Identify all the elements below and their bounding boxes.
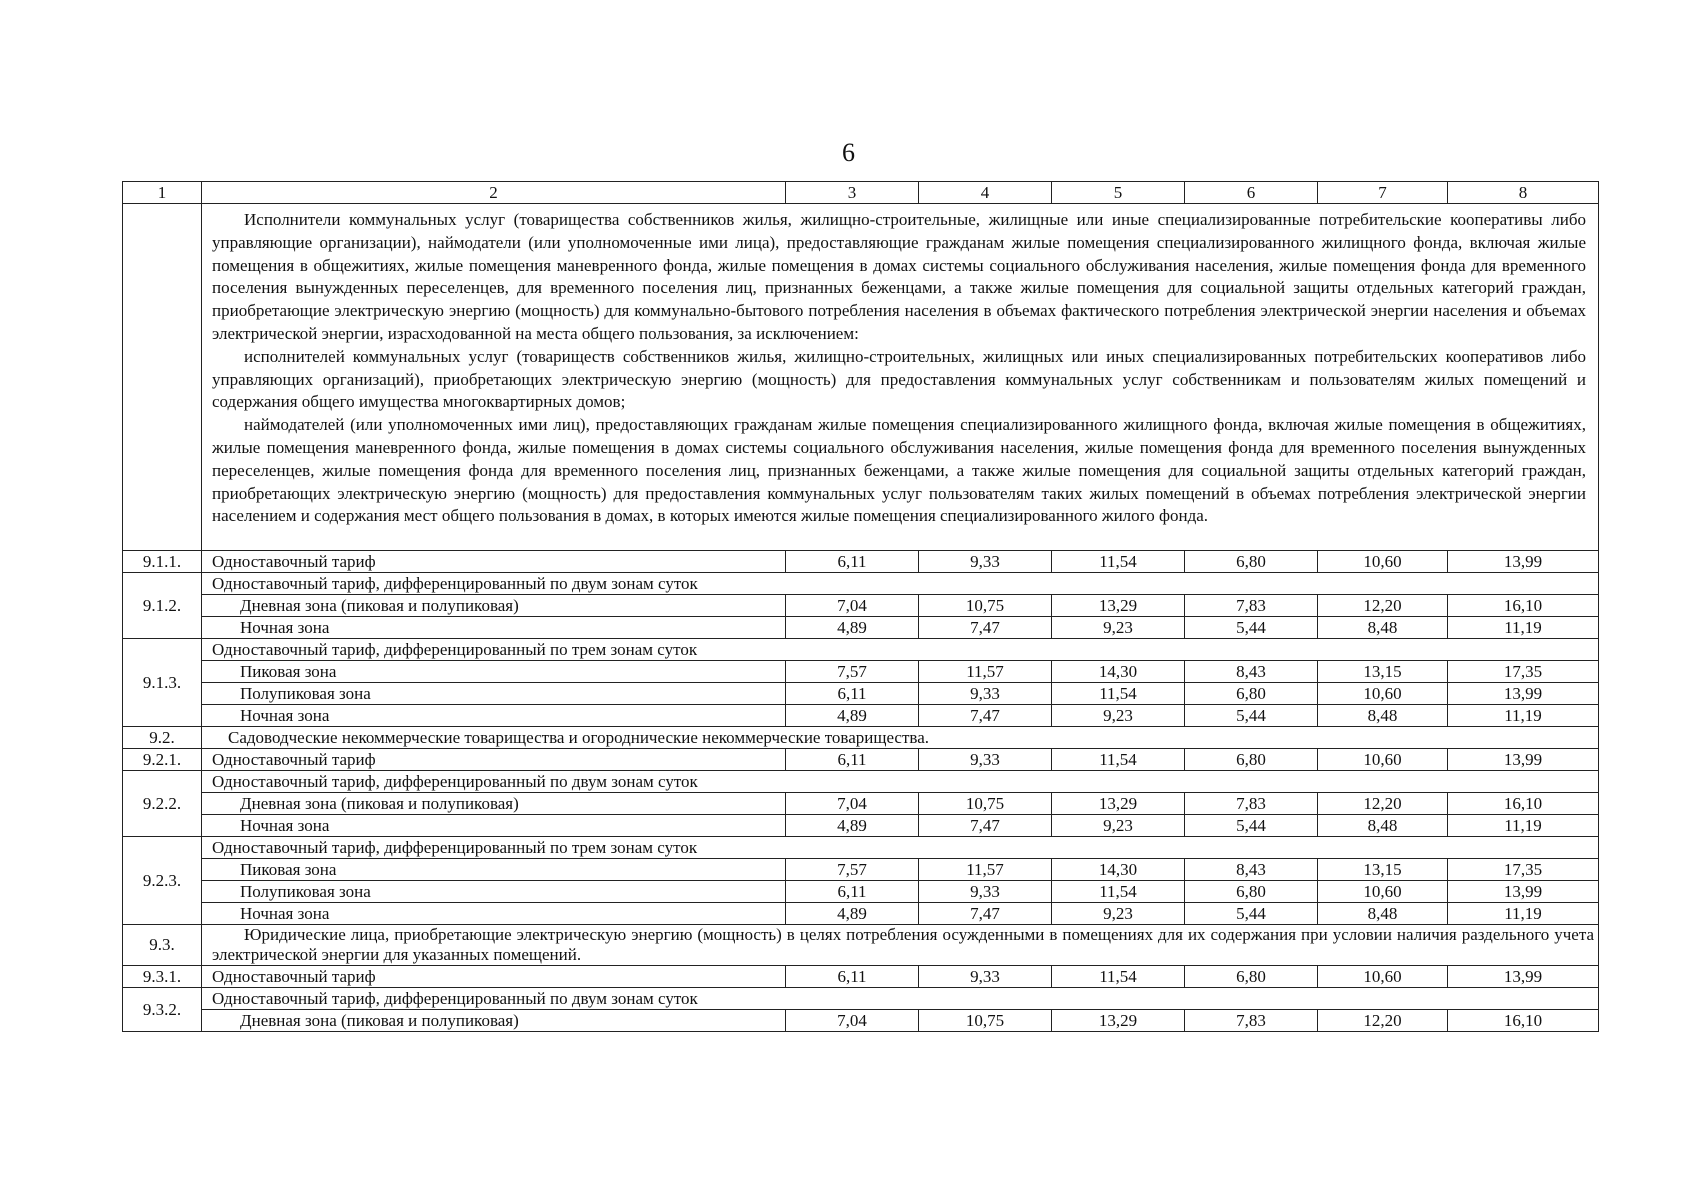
value-cell: 7,47 [919,815,1052,837]
value-cell: 5,44 [1185,903,1318,925]
value-cell: 6,11 [786,683,919,705]
value-cell: 10,60 [1318,966,1448,988]
empty-cell [123,204,202,551]
row-label: Ночная зона [202,617,786,639]
intro-paragraph: Исполнители коммунальных услуг (товарищества собственников жилья, жилищно-строительные, жилищные или иные специализированные потребительские кооперативы либо управляющие организации), наймодатели (или уполномоченные ими лица), предоставляющие гражданам жилые помещения специализированного жилищного фонда, включая жилые помещения в общежитиях, жилые помещения маневренного фонда, жилые помещения в домах системы социального обслуживания населения, жилые помещения фонда для временного поселения вынужденных переселенцев, для временного поселения лиц, признанных беженцами, а также жилые помещения для социальной защиты отдельных категорий граждан, приобретающие электрическую энергию (мощность) для коммунально-бытового потребления населения в объемах фактического потребления электрической энергии населения и объемах электрической энергии, израсходованной на места общего пользования, за исключением: [212,210,1586,343]
table-row [123,1010,1599,1032]
value-cell: 16,10 [1448,1010,1599,1032]
value-cell: 10,60 [1318,749,1448,771]
tariff-table [122,181,1599,1032]
row-code: 9.2.2. [123,771,202,837]
value-cell: 13,29 [1052,793,1185,815]
table-row [123,793,1599,815]
value-cell: 16,10 [1448,595,1599,617]
value-cell: 7,57 [786,661,919,683]
value-cell: 6,11 [786,749,919,771]
value-cell: 11,54 [1052,551,1185,573]
row-label: Одноставочный тариф, дифференцированный по трем зонам суток [202,837,1599,859]
value-cell: 6,80 [1185,881,1318,903]
value-cell: 9,33 [919,749,1052,771]
category-title: Садоводческие некоммерческие товарищества и огороднические некоммерческие товарищества. [202,727,1599,749]
row-label: Одноставочный тариф [202,749,786,771]
value-cell: 10,75 [919,1010,1052,1032]
value-cell: 10,60 [1318,683,1448,705]
value-cell: 13,29 [1052,1010,1185,1032]
value-cell: 9,33 [919,683,1052,705]
value-cell: 16,10 [1448,793,1599,815]
category-row [123,727,1599,749]
row-label: Дневная зона (пиковая и полупиковая) [202,595,786,617]
row-label: Пиковая зона [202,859,786,881]
value-cell: 8,48 [1318,903,1448,925]
row-label: Одноставочный тариф, дифференцированный по двум зонам суток [202,573,1599,595]
row-label: Одноставочный тариф, дифференцированный по двум зонам суток [202,988,1599,1010]
value-cell: 8,48 [1318,815,1448,837]
table-row [123,551,1599,573]
value-cell: 4,89 [786,705,919,727]
value-cell: 13,29 [1052,595,1185,617]
value-cell: 5,44 [1185,617,1318,639]
row-code: 9.3.2. [123,988,202,1032]
value-cell: 11,19 [1448,705,1599,727]
value-cell: 12,20 [1318,1010,1448,1032]
value-cell: 9,33 [919,966,1052,988]
value-cell: 11,57 [919,661,1052,683]
table-row [123,749,1599,771]
value-cell: 7,04 [786,1010,919,1032]
value-cell: 13,99 [1448,966,1599,988]
column-header: 6 [1185,182,1318,204]
value-cell: 7,83 [1185,595,1318,617]
value-cell: 7,83 [1185,1010,1318,1032]
table-row [123,595,1599,617]
value-cell: 6,11 [786,551,919,573]
column-header: 5 [1052,182,1185,204]
row-label: Одноставочный тариф [202,551,786,573]
value-cell: 6,80 [1185,749,1318,771]
table-row [123,881,1599,903]
category-row [123,925,1599,966]
value-cell: 13,99 [1448,881,1599,903]
value-cell: 13,99 [1448,749,1599,771]
value-cell: 11,54 [1052,683,1185,705]
value-cell: 4,89 [786,815,919,837]
value-cell: 8,48 [1318,705,1448,727]
table-row [123,988,1599,1010]
table-row [123,661,1599,683]
value-cell: 9,33 [919,881,1052,903]
column-header: 4 [919,182,1052,204]
intro-paragraph: наймодателей (или уполномоченных ими лиц), предоставляющих гражданам жилые помещения специализированного жилищного фонда, включая жилые помещения в общежитиях, жилые помещения маневренного фонда, жилые помещения в домах системы социального обслуживания населения, жилые помещения фонда для временного поселения вынужденных переселенцев, жилые помещения фонда для временного поселения лиц, признанных беженцами, а также жилые помещения для социальной защиты отдельных категорий граждан, приобретающих электрическую энергию (мощность) для предоставления коммунальных услуг пользователям таких жилых помещений в объемах потребления электрической энергии населением и содержания мест общего пользования в домах, в которых имеются жилые помещения специализированного жилого фонда. [212,415,1586,526]
row-label: Одноставочный тариф, дифференцированный по трем зонам суток [202,639,1599,661]
table-row [123,705,1599,727]
table-row [123,573,1599,595]
row-label: Пиковая зона [202,661,786,683]
value-cell: 6,11 [786,966,919,988]
row-code: 9.2.1. [123,749,202,771]
value-cell: 8,43 [1185,661,1318,683]
row-label: Полупиковая зона [202,683,786,705]
value-cell: 8,48 [1318,617,1448,639]
value-cell: 13,15 [1318,859,1448,881]
value-cell: 6,80 [1185,683,1318,705]
table-row [123,837,1599,859]
column-header: 3 [786,182,919,204]
column-header: 2 [202,182,786,204]
value-cell: 5,44 [1185,705,1318,727]
row-code: 9.2.3. [123,837,202,925]
value-cell: 10,75 [919,595,1052,617]
value-cell: 7,47 [919,903,1052,925]
category-text: Юридические лица, приобретающие электрическую энергию (мощность) в целях потребления осужденными в помещениях для их содержания при условии наличия раздельного учета электрической энергии для указанных помещений. [212,925,1594,965]
value-cell: 11,19 [1448,815,1599,837]
value-cell: 7,04 [786,793,919,815]
value-cell: 7,04 [786,595,919,617]
row-label: Одноставочный тариф, дифференцированный по двум зонам суток [202,771,1599,793]
value-cell: 12,20 [1318,793,1448,815]
value-cell: 9,23 [1052,617,1185,639]
row-label: Ночная зона [202,815,786,837]
header-row [123,182,1599,204]
value-cell: 7,57 [786,859,919,881]
value-cell: 11,54 [1052,881,1185,903]
value-cell: 17,35 [1448,661,1599,683]
table-row [123,683,1599,705]
row-code: 9.2. [123,727,202,749]
row-label: Дневная зона (пиковая и полупиковая) [202,1010,786,1032]
value-cell: 11,19 [1448,903,1599,925]
column-header: 7 [1318,182,1448,204]
value-cell: 8,43 [1185,859,1318,881]
row-label: Полупиковая зона [202,881,786,903]
column-header: 8 [1448,182,1599,204]
value-cell: 13,99 [1448,551,1599,573]
table-row [123,815,1599,837]
row-label: Одноставочный тариф [202,966,786,988]
row-code: 9.3.1. [123,966,202,988]
value-cell: 4,89 [786,903,919,925]
value-cell: 14,30 [1052,859,1185,881]
value-cell: 10,60 [1318,881,1448,903]
row-code: 9.1.3. [123,639,202,727]
intro-paragraph: исполнителей коммунальных услуг (товариществ собственников жилья, жилищно-строительных, жилищных или иных специализированных потребительских кооперативов либо управляющих организаций), приобретающих электрическую энергию (мощность) для предоставления коммунальных услуг собственникам и пользователям жилых помещений и содержания общего имущества многоквартирных домов; [212,346,1586,412]
value-cell: 11,57 [919,859,1052,881]
value-cell: 9,23 [1052,903,1185,925]
value-cell: 7,47 [919,705,1052,727]
row-label: Ночная зона [202,705,786,727]
row-label: Ночная зона [202,903,786,925]
value-cell: 7,83 [1185,793,1318,815]
table-row [123,966,1599,988]
table-row [123,771,1599,793]
value-cell: 7,47 [919,617,1052,639]
value-cell: 9,23 [1052,815,1185,837]
row-code: 9.1.2. [123,573,202,639]
row-label: Дневная зона (пиковая и полупиковая) [202,793,786,815]
value-cell: 14,30 [1052,661,1185,683]
value-cell: 13,15 [1318,661,1448,683]
category-title [202,925,1599,966]
value-cell: 10,60 [1318,551,1448,573]
value-cell: 5,44 [1185,815,1318,837]
table-row [123,859,1599,881]
row-code: 9.3. [123,925,202,966]
value-cell: 17,35 [1448,859,1599,881]
row-code: 9.1.1. [123,551,202,573]
value-cell: 9,33 [919,551,1052,573]
value-cell: 11,19 [1448,617,1599,639]
value-cell: 6,80 [1185,551,1318,573]
value-cell: 12,20 [1318,595,1448,617]
column-header: 1 [123,182,202,204]
value-cell: 6,11 [786,881,919,903]
value-cell: 10,75 [919,793,1052,815]
value-cell: 11,54 [1052,966,1185,988]
value-cell: 6,80 [1185,966,1318,988]
table-row [123,903,1599,925]
intro-row [123,204,1599,551]
intro-text [202,204,1599,551]
value-cell: 4,89 [786,617,919,639]
page-number: 6 [842,138,855,167]
value-cell: 9,23 [1052,705,1185,727]
table-row [123,617,1599,639]
table-row [123,639,1599,661]
value-cell: 11,54 [1052,749,1185,771]
value-cell: 13,99 [1448,683,1599,705]
